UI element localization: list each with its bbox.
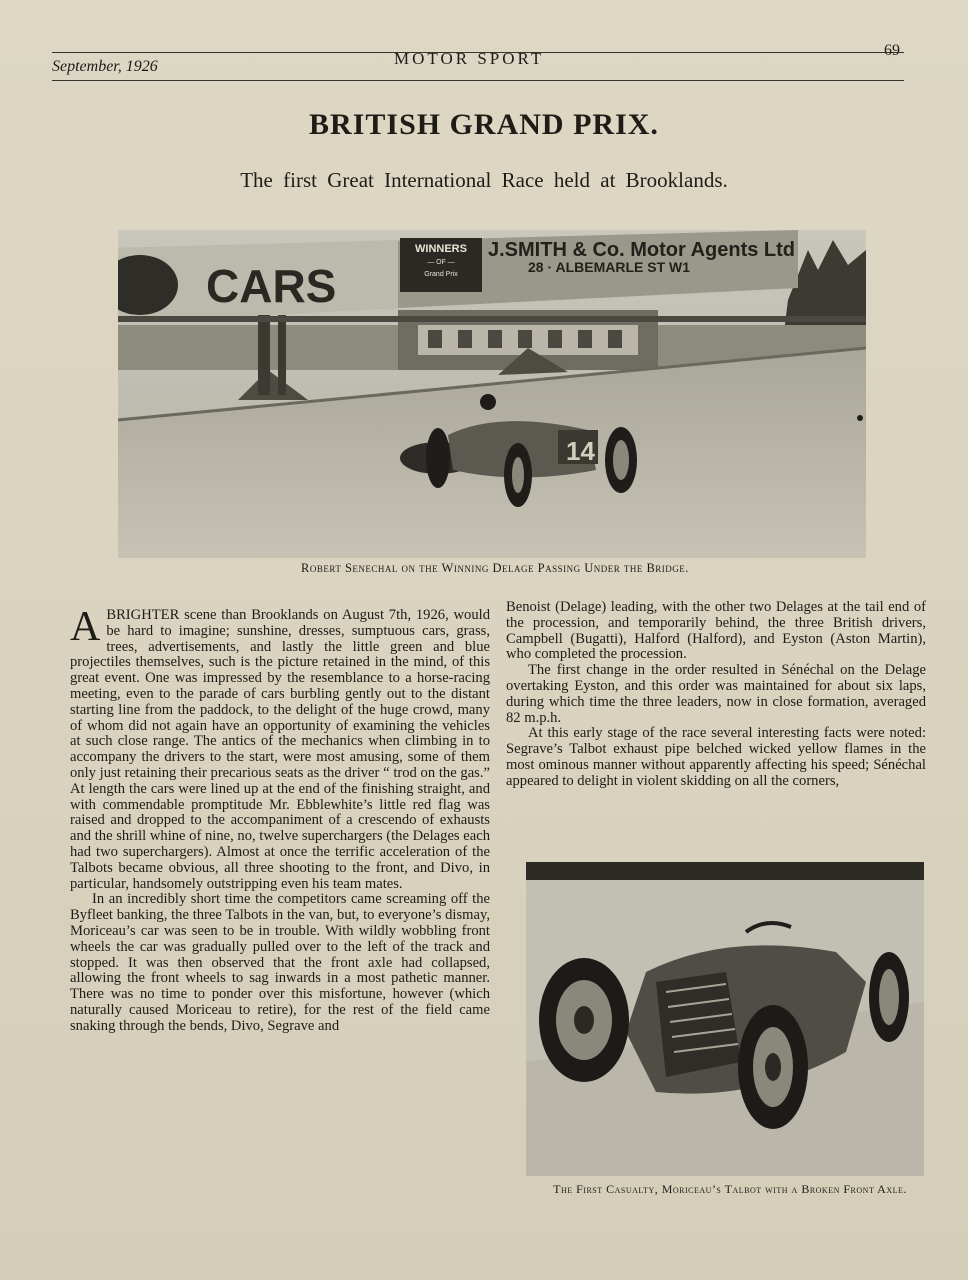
car-number: 14: [566, 436, 595, 466]
banner-grandprix-text: Grand Prix: [424, 271, 458, 278]
page-number: 69: [884, 42, 900, 59]
paragraph-3: Benoist (Delage) leading, with the other two Delages at the tail end of the procession, and temporarily behind, the three British drivers, Campbell (Bugatti), Halford (Halford), and Eyston (Aston Martin), who completed the procession.: [506, 599, 926, 663]
paragraph-1-text: BRIGHTER scene than Brooklands on August 7th, 1926, would be hard to imagine; sunshine, dresses, sumptuous cars, grass, trees, advertisements, and lastly the little green and blue projectiles themselves, such is the picture retained in the mind, of this great event. One was impressed by the resemblance to a horse-racing meeting, even to the parade of cars burbling gently out to the distant starting line from the paddock, to the delight of the huge crowd, many of whom did not again have an opportunity of examining the vehicles at such close range. The antics of the mechanics when climbing in to accompany the drivers to the start, were most amusing, some of them only just retaining their precarious seats as the driver “ trod on the gas.” At length the cars were lined up at the end of the finishing straight, and with commendable promptitude Mr. Ebblewhite’s little red flag was raised and dropped to the accompaniment of a crescendo of exhausts and the shrill whine of nine, no, twelve superchargers (the Delages each had two superchargers). Almost at once the terrific acceleration of the Talbots became obvious, all three shooting to the front, and Divo, in particular, handsomely outstripping even his team mates.: [70, 607, 490, 892]
issue-date: September, 1926: [52, 58, 158, 75]
article-subtitle: The first Great International Race held at Brooklands.: [240, 168, 728, 192]
banner-of-text: — OF —: [427, 259, 455, 266]
banner-winners-text: WINNERS: [415, 243, 467, 255]
photo-delage-under-bridge: [118, 230, 866, 558]
bottom-photo-caption: The First Casualty, Moriceau’s Talbot with a Broken Front Axle.: [553, 1182, 907, 1196]
paragraph-4: The first change in the order resulted in Sénéchal on the Delage overtaking Eyston, and this order was maintained for about six laps, during which time the three leaders, now in close formation, averaged 82 m.p.h.: [506, 662, 926, 726]
top-photo-caption: Robert Senechal on the Winning Delage Passing Under the Bridge.: [301, 561, 689, 575]
banner-cars-text: CARS: [206, 260, 337, 312]
article-title: BRITISH GRAND PRIX.: [309, 108, 659, 141]
banner-address-text: 28 · ALBEMARLE ST W1: [528, 259, 691, 275]
article-left-column: [70, 604, 490, 1035]
banner-agent-text: J.SMITH & Co. Motor Agents Ltd: [488, 239, 796, 261]
photo-moriceau-talbot: [526, 862, 924, 1176]
drop-cap: A: [70, 604, 101, 650]
header-rule-bottom: [52, 80, 904, 81]
article-right-column: [506, 600, 926, 790]
magazine-name: MOTOR SPORT: [394, 49, 545, 68]
paragraph-1: [70, 604, 490, 892]
paragraph-5: At this early stage of the race several interesting facts were noted: Segrave’s Talbot exhaust pipe belched wicked yellow flames in the most ominous manner without apparently affecting his speed; Sénéchal appeared to delight in violent skidding on all the corners,: [506, 725, 926, 789]
paragraph-2: In an incredibly short time the competitors came screaming off the Byfleet banking, the three Talbots in the van, but, to everyone’s dismay, Moriceau’s car was seen to be in trouble. With wildly wobbling front wheels the car was gradually pulled over to the left of the track and stopped. It was then observed that the front axle had collapsed, allowing the front wheels to sag inwards in a most pathetic manner. There was no time to ponder over this misfortune, however (which naturally caused Moriceau to retire), for the rest of the field came snaking through the bends, Divo, Segrave and: [70, 891, 490, 1034]
